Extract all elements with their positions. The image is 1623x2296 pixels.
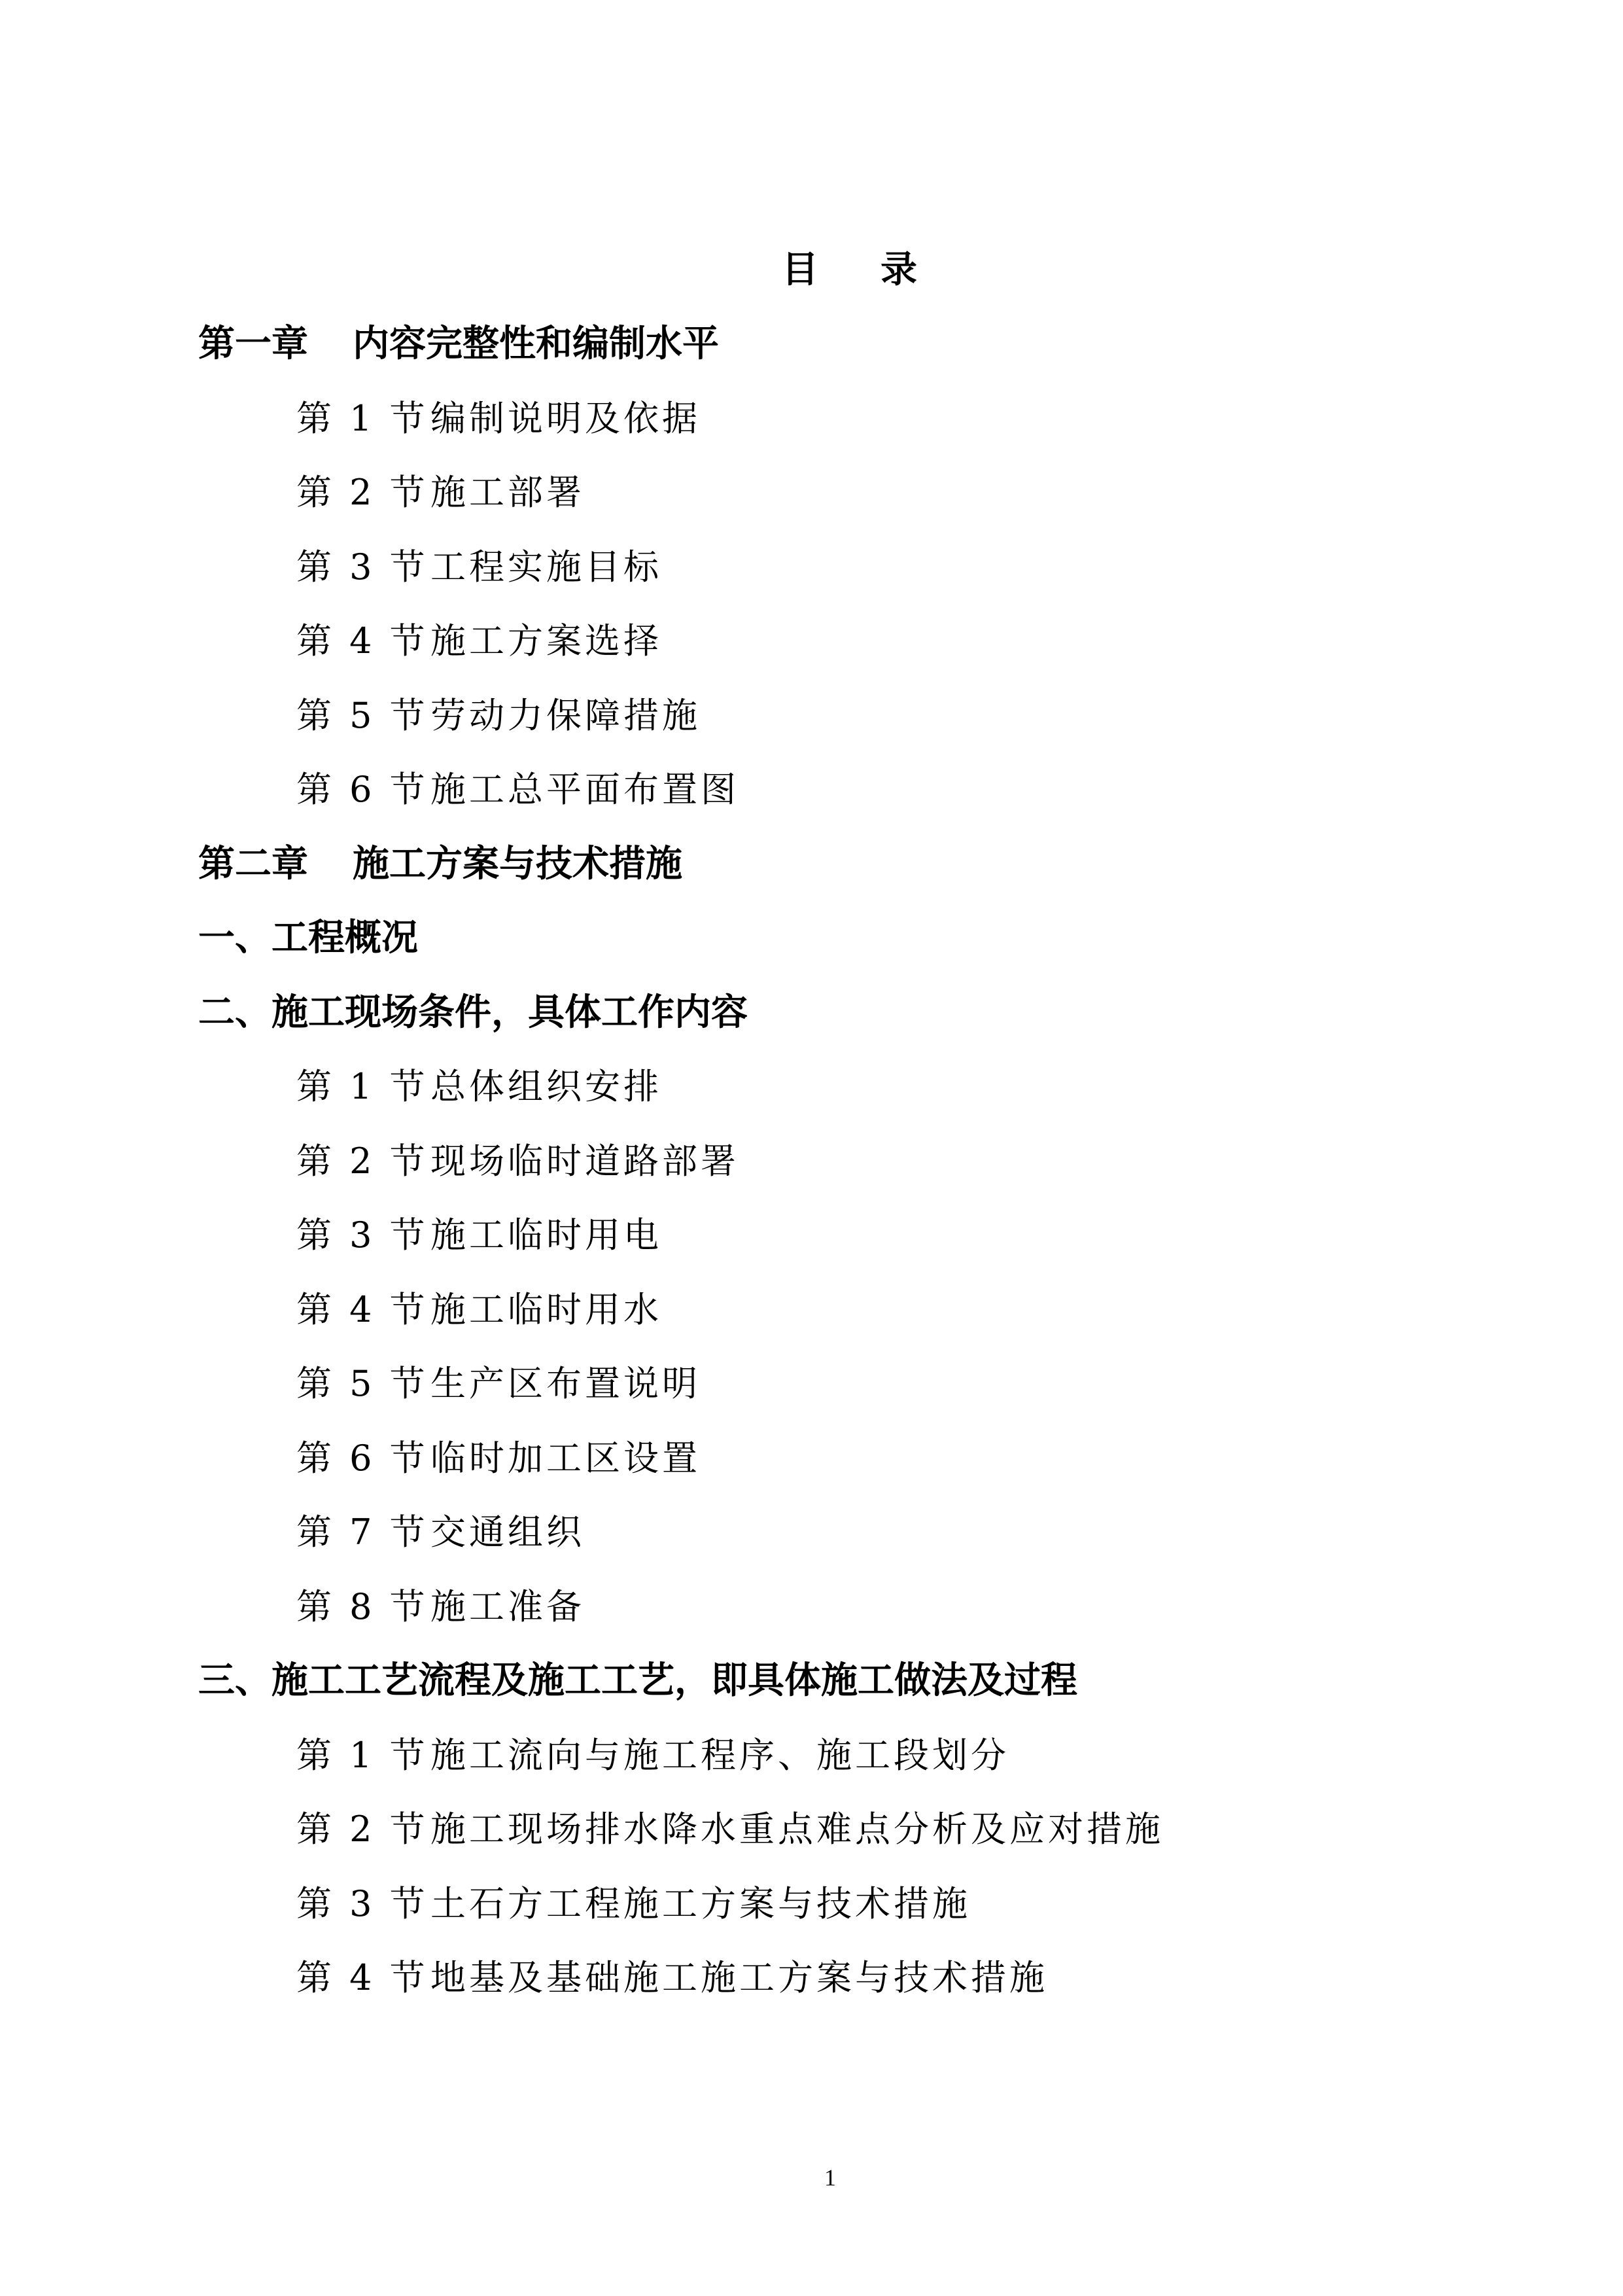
- toc-heading-entry: [198, 1655, 1077, 1707]
- toc-entry-text: 工程实施目标: [430, 546, 662, 588]
- toc-entry-text: 三、施工工艺流程及施工工艺，即具体施工做法及过程: [198, 1659, 1077, 1702]
- toc-entry-text: 施工方案与技术措施: [353, 843, 682, 885]
- toc-section-entry: [296, 1135, 739, 1188]
- toc-entry-text: 施工方案选择: [430, 620, 662, 662]
- toc-section-entry: [296, 615, 662, 667]
- toc-entry-number: 第 2 节: [296, 1140, 428, 1182]
- toc-heading-entry: [198, 987, 748, 1039]
- toc-entry-text: 施工临时用水: [430, 1289, 662, 1330]
- toc-entry-number: 第 2 节: [296, 1809, 428, 1850]
- toc-entry-text: 总体组织安排: [430, 1066, 662, 1107]
- toc-section-entry: [296, 1061, 662, 1113]
- toc-entry-text: 施工现场排水降水重点难点分析及应对措施: [430, 1809, 1164, 1850]
- toc-title: 目录: [782, 248, 979, 291]
- toc-section-entry: [296, 1952, 1048, 2004]
- toc-entry-number: 第 3 节: [296, 1214, 428, 1256]
- toc-entry-text: 劳动力保障措施: [430, 695, 701, 736]
- toc-section-entry: [296, 1506, 585, 1559]
- toc-entry-number: 第 3 节: [296, 1883, 428, 1924]
- toc-entry-text: 土石方工程施工方案与技术措施: [430, 1883, 971, 1924]
- toc-entry-text: 施工临时用电: [430, 1214, 662, 1256]
- page-number: 1: [824, 2164, 836, 2191]
- toc-entry-text: 编制说明及依据: [430, 398, 701, 439]
- toc-entry-number: 第 4 节: [296, 1957, 428, 1998]
- toc-section-entry: [296, 1358, 701, 1410]
- toc-entry-text: 施工准备: [430, 1586, 585, 1627]
- toc-section-entry: [296, 1209, 662, 1262]
- toc-entry-text: 内容完整性和编制水平: [353, 323, 719, 365]
- toc-entry-number: 第 7 节: [296, 1511, 428, 1553]
- toc-entry-number: 第 8 节: [296, 1586, 428, 1627]
- toc-entry-text: 现场临时道路部署: [430, 1140, 739, 1182]
- toc-entry-number: 第 6 节: [296, 1438, 428, 1479]
- toc-entry-number: 第 4 节: [296, 1289, 428, 1330]
- toc-chapter-entry: [198, 318, 719, 370]
- toc-entry-text: 生产区布置说明: [430, 1363, 701, 1404]
- toc-entry-number: 第 1 节: [296, 1066, 428, 1107]
- toc-section-entry: [296, 393, 701, 445]
- toc-entry-number: 第 5 节: [296, 695, 428, 736]
- toc-section-entry: [296, 1878, 971, 1930]
- toc-entry-number: 第 3 节: [296, 546, 428, 588]
- toc-section-entry: [296, 764, 739, 816]
- toc-section-entry: [296, 1284, 662, 1336]
- toc-section-entry: [296, 541, 662, 593]
- toc-chapter-entry: [198, 838, 682, 891]
- toc-section-entry: [296, 1729, 1009, 1782]
- toc-section-entry: [296, 690, 701, 742]
- toc-entry-text: 二、施工现场条件，具体工作内容: [198, 991, 748, 1034]
- toc-entry-text: 临时加工区设置: [430, 1438, 701, 1479]
- toc-section-entry: [296, 1432, 701, 1485]
- toc-entry-text: 施工总平面布置图: [430, 769, 739, 810]
- toc-heading-entry: [198, 912, 418, 964]
- toc-entry-text: 施工部署: [430, 472, 585, 513]
- toc-entry-number: 第 1 节: [296, 398, 428, 439]
- toc-entry-number: 第 4 节: [296, 620, 428, 662]
- toc-section-entry: [296, 1803, 1164, 1856]
- toc-section-entry: [296, 1581, 585, 1633]
- toc-entry-text: 地基及基础施工施工方案与技术措施: [430, 1957, 1048, 1998]
- toc-section-entry: [296, 467, 585, 519]
- toc-entry-text: 施工流向与施工程序、施工段划分: [430, 1735, 1009, 1776]
- toc-entry-number: 第 5 节: [296, 1363, 428, 1404]
- toc-entry-text: 一、工程概况: [198, 917, 418, 959]
- toc-entry-number: 第 6 节: [296, 769, 428, 810]
- toc-entry-number: 第一章: [198, 323, 308, 365]
- toc-entry-number: 第 1 节: [296, 1735, 428, 1776]
- toc-entry-number: 第 2 节: [296, 472, 428, 513]
- toc-entry-text: 交通组织: [430, 1511, 585, 1553]
- toc-entry-number: 第二章: [198, 843, 308, 885]
